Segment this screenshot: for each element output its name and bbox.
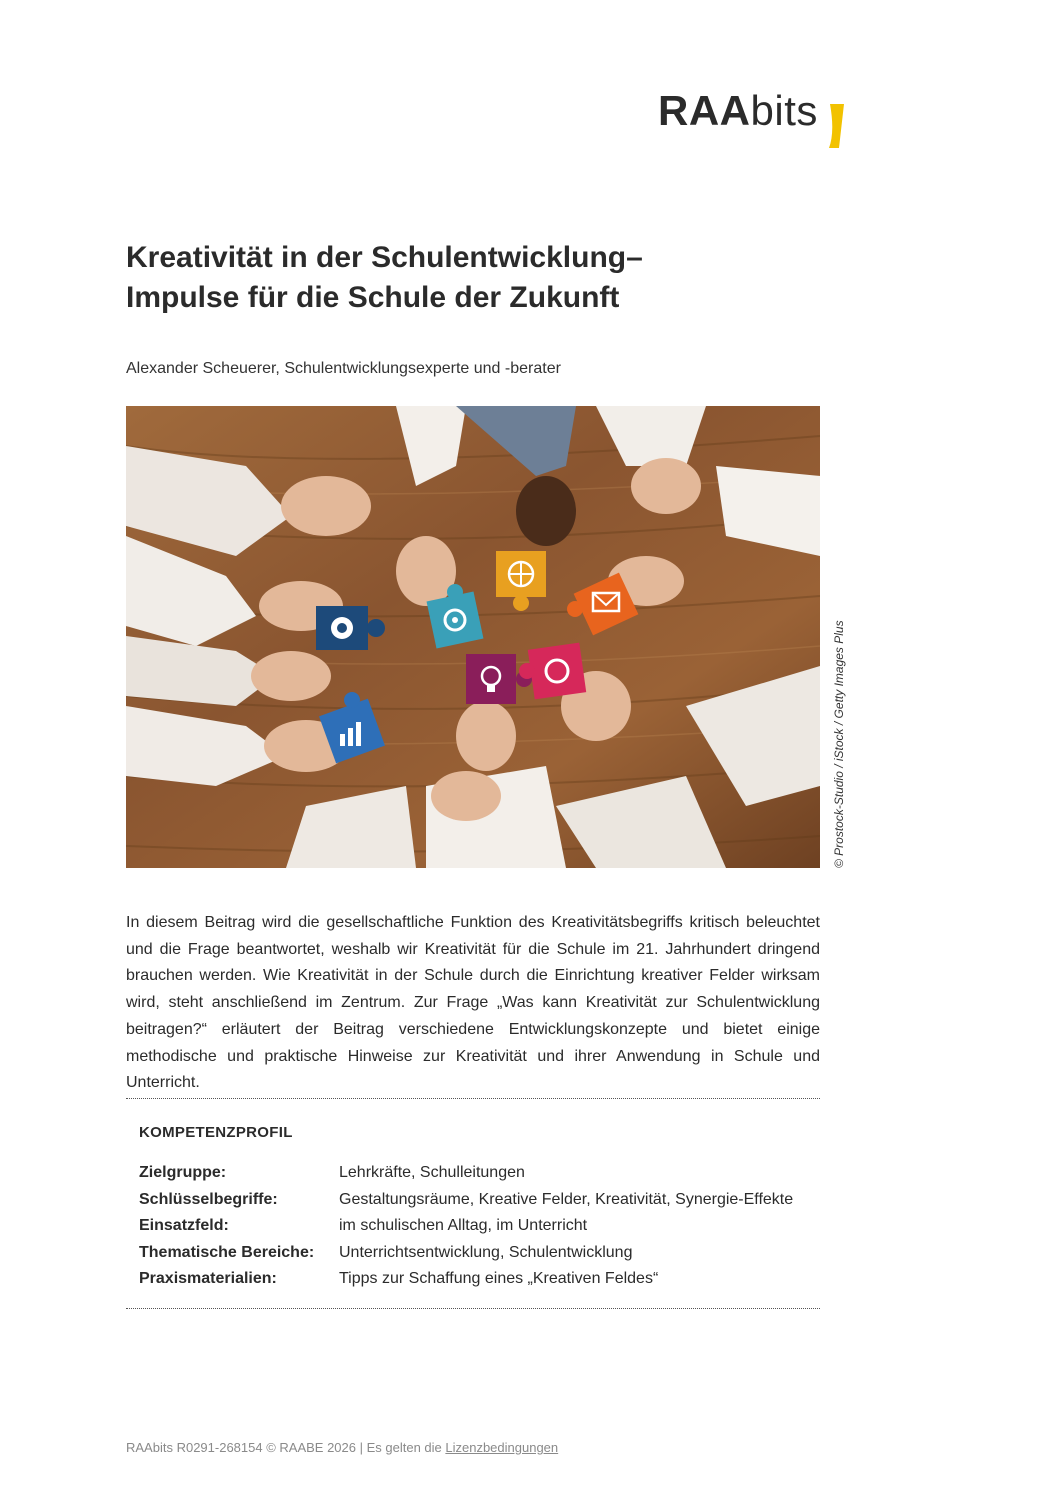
- row-key: Schlüsselbegriffe:: [139, 1190, 278, 1208]
- row-value: Gestaltungsräume, Kreative Felder, Kreativität, Synergie-Effekte: [339, 1190, 794, 1208]
- table-row: [139, 1266, 793, 1293]
- document-title: [126, 238, 846, 318]
- row-value: Lehrkräfte, Schulleitungen: [339, 1164, 525, 1182]
- row-value: im schulischen Alltag, im Unterricht: [339, 1217, 588, 1235]
- table-row: [139, 1160, 793, 1187]
- footer-text: RAAbits R0291-268154 © RAABE 2026 | Es gelten die: [126, 1440, 446, 1455]
- divider-bottom: [126, 1308, 820, 1309]
- table-row: [139, 1240, 793, 1267]
- logo-comma-icon: [826, 102, 846, 150]
- row-value: Tipps zur Schaffung eines „Kreativen Feldes“: [339, 1270, 659, 1288]
- kompetenz-heading: KOMPETENZPROFIL: [139, 1124, 293, 1141]
- title-line-1: Kreativität in der Schulentwicklung–: [126, 241, 643, 274]
- row-key: Einsatzfeld:: [139, 1217, 229, 1235]
- kompetenz-table: [139, 1160, 793, 1293]
- row-value: Unterrichtsentwicklung, Schulentwicklung: [339, 1243, 633, 1261]
- row-key: Praxismaterialien:: [139, 1270, 277, 1288]
- raabits-logo: [658, 86, 846, 156]
- author-line: Alexander Scheuerer, Schulentwicklungsexperte und -berater: [126, 360, 561, 377]
- page-footer: [126, 1440, 558, 1455]
- intro-paragraph: In diesem Beitrag wird die gesellschaftliche Funktion des Kreativitätsbegriffs kritisch beleuchtet und die Frage beantwortet, weshalb wir Kreativität für die Schule im 21. Jahrhundert dringend brauchen werden. Wie Kreativität in der Schule durch die Einrichtung kreativer Felder wirksam wird, steht anschließend im Zentrum. Zur Frage „Was kann Kreativität zur Schulentwicklung beitragen?“ erläutert der Beitrag verschiedene Entwicklungskonzepte und bietet einige methodische und praktische Hinweise zur Kreativität und ihrer Anwendung in Schule und Unterricht.: [126, 914, 820, 1092]
- table-row: [139, 1187, 793, 1214]
- logo-bits-text: bits: [750, 87, 818, 134]
- divider-top: [126, 1098, 820, 1099]
- row-key: Zielgruppe:: [139, 1164, 227, 1182]
- photo-credit: © Prostock-Studio / iStock / Getty Images Plus: [832, 620, 846, 868]
- license-link[interactable]: Lizenzbedingungen: [445, 1440, 559, 1455]
- logo-raa-text: RAA: [658, 87, 751, 134]
- row-key: Thematische Bereiche:: [139, 1243, 315, 1261]
- title-line-2: Impulse für die Schule der Zukunft: [126, 281, 620, 314]
- table-row: [139, 1213, 793, 1240]
- puzzle-hands-illustration: [126, 406, 820, 868]
- cover-photo: [126, 406, 820, 868]
